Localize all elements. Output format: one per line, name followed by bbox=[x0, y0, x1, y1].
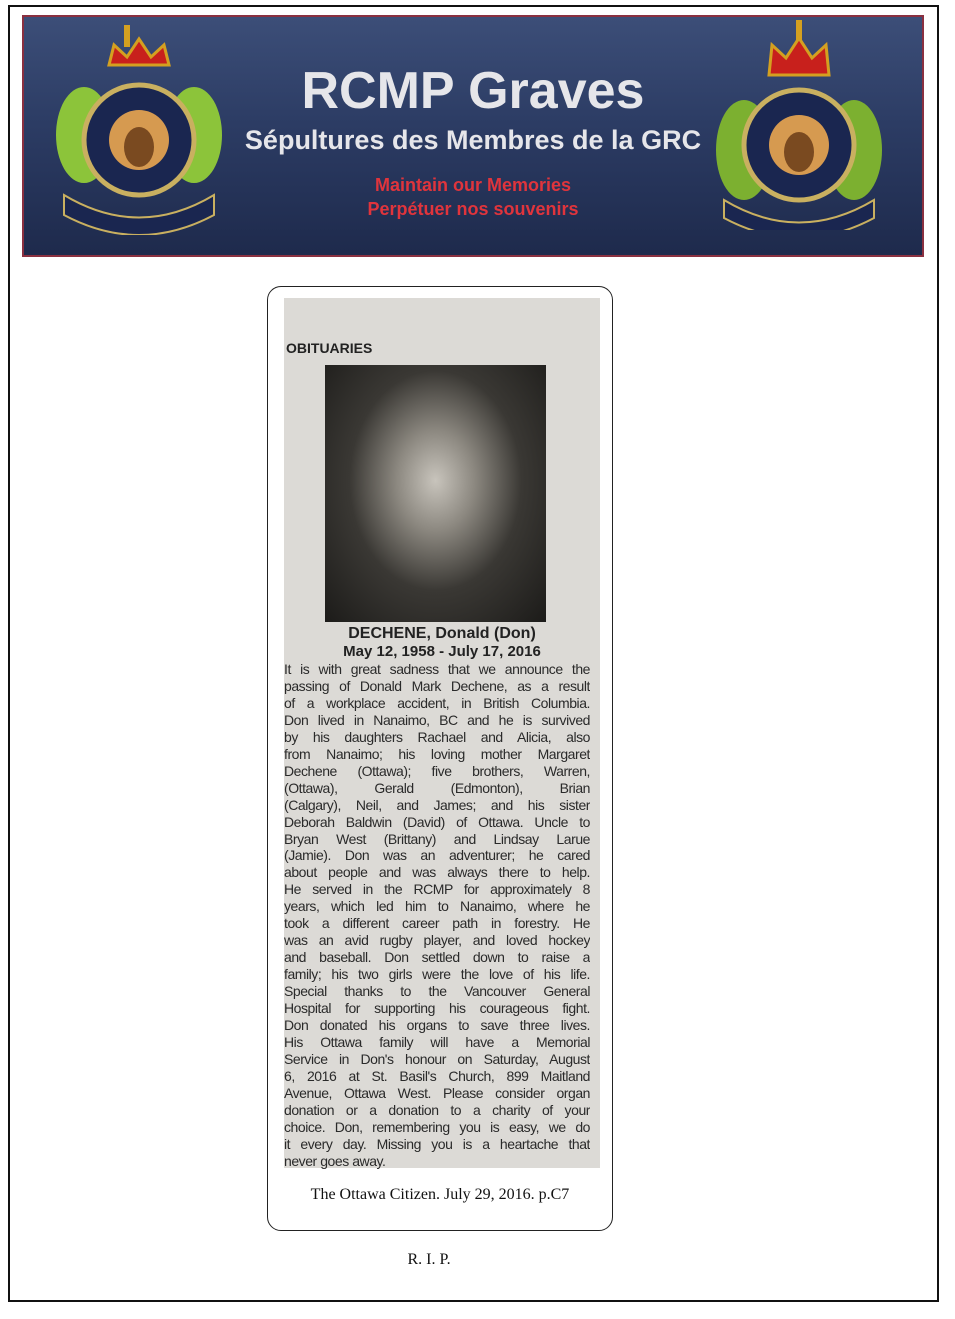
obituary-line: He served in the RCMP for approximately 8 bbox=[284, 881, 590, 898]
obituary-line: 6, 2016 at St. Basil's Church, 899 Maitland bbox=[284, 1067, 590, 1084]
obituary-line: of a workplace accident, in British Columbia. bbox=[284, 694, 590, 711]
obituary-line: it every day. Missing you is a heartache that bbox=[284, 1135, 590, 1152]
motto-english: Maintain our Memories bbox=[374, 175, 572, 195]
obituary-line: It is with great sadness that we announce the bbox=[284, 661, 590, 677]
obituary-line: was an avid rugby player, and loved hockey bbox=[284, 932, 590, 949]
obituary-line: and baseball. Don settled down to raise a bbox=[284, 949, 590, 966]
obituary-line: about people and was always there to help. bbox=[284, 864, 590, 881]
obituary-text bbox=[284, 661, 590, 1170]
obituary-line: Bryan West (Brittany) and Lindsay Larue bbox=[284, 830, 590, 847]
portrait-photo bbox=[325, 365, 546, 622]
obituary-line: Service in Don's honour on Saturday, August bbox=[284, 1050, 590, 1067]
obituary-line: family; his two girls were the love of his life. bbox=[284, 966, 590, 983]
obituary-line: Deborah Baldwin (David) of Ottawa. Uncle to bbox=[284, 813, 590, 830]
obituary-line: (Jamie). Don was an adventurer; he cared bbox=[284, 847, 590, 864]
obituary-line: donation or a donation to a charity of your bbox=[284, 1101, 590, 1118]
motto-french: Perpétuer nos souvenirs bbox=[367, 199, 579, 219]
obituary-line: from Nanaimo; his loving mother Margaret bbox=[284, 745, 590, 762]
newspaper-clipping bbox=[284, 298, 600, 1168]
source-caption: The Ottawa Citizen. July 29, 2016. p.C7 bbox=[310, 1186, 570, 1203]
obituary-line: passing of Donald Mark Dechene, as a result bbox=[284, 677, 590, 694]
obituary-card bbox=[267, 286, 613, 1231]
obituary-line: (Calgary), Neil, and James; and his sister bbox=[284, 796, 590, 813]
obituary-line: years, which led him to Nanaimo, where he bbox=[284, 898, 590, 915]
obituary-line: Special thanks to the Vancouver General bbox=[284, 983, 590, 1000]
obituary-line: by his daughters Rachael and Alicia, also bbox=[284, 728, 590, 745]
site-title: RCMP Graves bbox=[301, 62, 645, 120]
obituary-line: never goes away. bbox=[284, 1152, 386, 1169]
obituary-line: took a different career path in forestry. He bbox=[284, 915, 590, 932]
obituary-line: Dechene (Ottawa); five brothers, Warren, bbox=[284, 762, 590, 779]
obituary-line: His Ottawa family will have a Memorial bbox=[284, 1033, 590, 1050]
obituary-line: Don lived in Nanaimo, BC and he is survived bbox=[284, 711, 590, 728]
obituary-line: Don donated his organs to save three lives. bbox=[284, 1017, 590, 1034]
header-banner bbox=[22, 15, 924, 257]
obituary-line: choice. Don, remembering you is easy, we do bbox=[284, 1118, 590, 1135]
life-dates: May 12, 1958 - July 17, 2016 bbox=[343, 643, 541, 660]
obituary-line: (Ottawa), Gerald (Edmonton), Brian bbox=[284, 779, 590, 796]
section-heading: OBITUARIES bbox=[286, 340, 373, 356]
rip-text: R. I. P. bbox=[407, 1251, 451, 1268]
deceased-name: DECHENE, Donald (Don) bbox=[348, 625, 536, 642]
obituary-line: Avenue, Ottawa West. Please consider organ bbox=[284, 1084, 590, 1101]
obituary-line: Hospital for supporting his courageous fight. bbox=[284, 1000, 590, 1017]
site-subtitle: Sépultures des Membres de la GRC bbox=[244, 125, 702, 155]
